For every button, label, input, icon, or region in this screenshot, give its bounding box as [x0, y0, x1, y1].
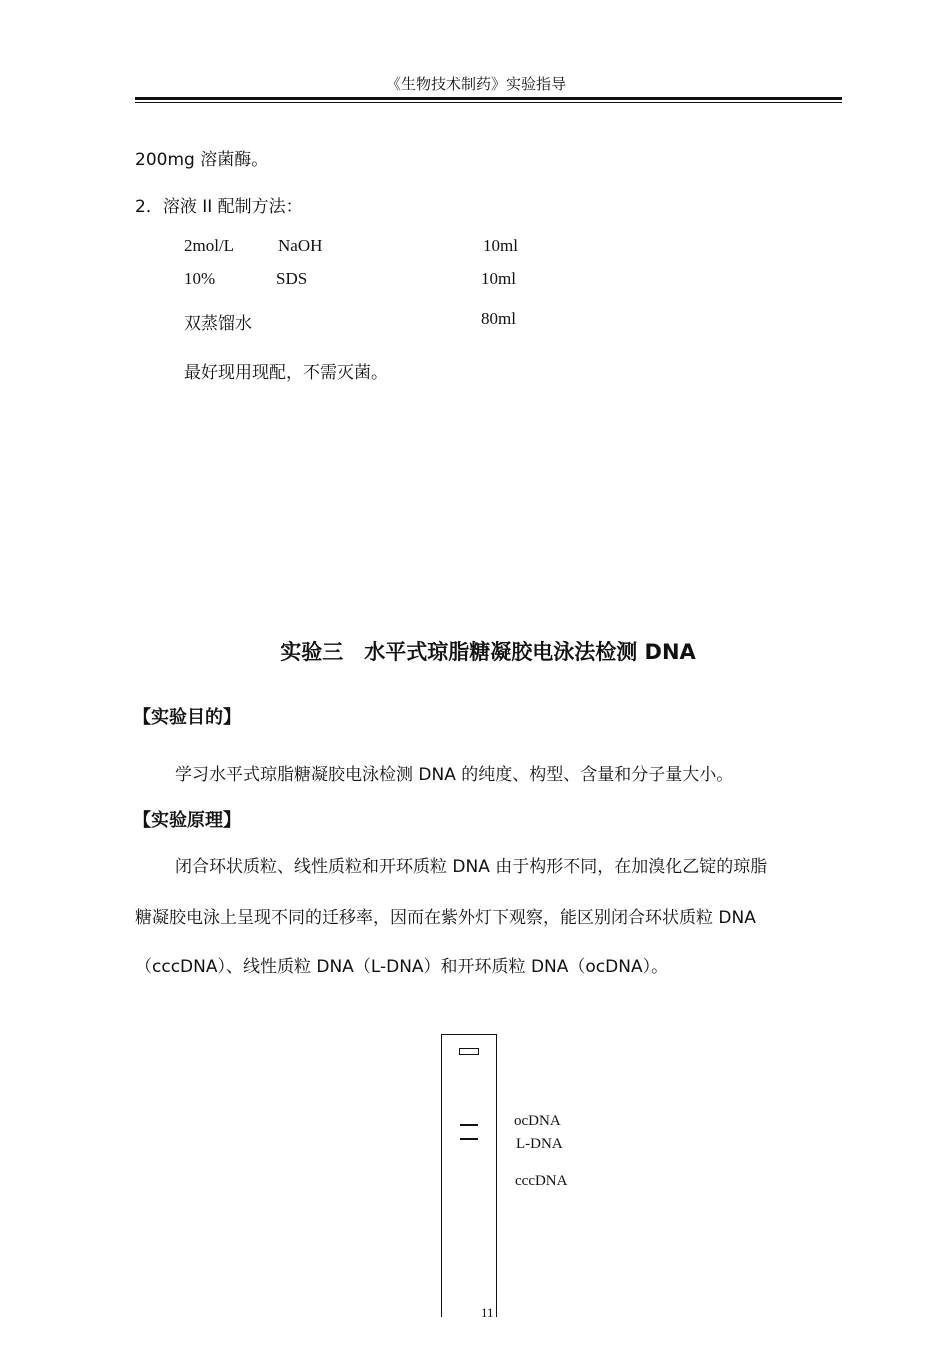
purpose-heading: 【实验目的】	[133, 707, 241, 728]
purpose-text: 学习水平式琼脂糖凝胶电泳检测 DNA 的纯度、构型、含量和分子量大小。	[175, 765, 734, 785]
header-title: 《生物技术制药》实验指导	[385, 75, 566, 93]
recipe-row-1-col2: NaOH	[278, 236, 323, 255]
recipe-row-2-col2: SDS	[276, 269, 308, 288]
recipe-row-1-amount: 10ml	[483, 236, 518, 255]
solution2-heading: 2．溶液 II 配制方法：	[135, 197, 303, 217]
header-rule-thin	[135, 102, 842, 103]
recipe-row-2-amount: 10ml	[481, 269, 516, 288]
label-ocdna: ocDNA	[514, 1113, 561, 1129]
principle-line-2: 糖凝胶电泳上呈现不同的迁移率，因而在紫外灯下观察，能区别闭合环状质粒 DNA	[135, 908, 756, 928]
recipe-row-3-amount: 80ml	[481, 309, 516, 328]
label-cccdna: cccDNA	[515, 1173, 568, 1189]
page-number: 11	[481, 1305, 494, 1320]
recipe-row-1-col1: 2mol/L	[184, 236, 235, 255]
header-rule-thick	[135, 97, 842, 100]
experiment-title: 实验三 水平式琼脂糖凝胶电泳法检测 DNA	[280, 640, 696, 664]
band-ldna	[460, 1138, 478, 1140]
principle-line-3: （cccDNA）、线性质粒 DNA（L-DNA）和开环质粒 DNA（ocDNA）。	[135, 957, 669, 977]
principle-heading: 【实验原理】	[133, 810, 241, 831]
band-ocdna	[460, 1124, 478, 1126]
recipe-row-3-col1: 双蒸馏水	[184, 314, 252, 334]
principle-line-1: 闭合环状质粒、线性质粒和开环质粒 DNA 由于构形不同，在加溴化乙锭的琼脂	[175, 857, 768, 877]
usage-note: 最好现用现配，不需灭菌。	[184, 363, 388, 383]
lysozyme-line: 200mg 溶菌酶。	[135, 150, 269, 170]
recipe-row-2-col1: 10%	[184, 269, 216, 288]
gel-well	[459, 1048, 479, 1055]
gel-lane	[441, 1034, 497, 1317]
label-ldna: L-DNA	[516, 1136, 563, 1152]
